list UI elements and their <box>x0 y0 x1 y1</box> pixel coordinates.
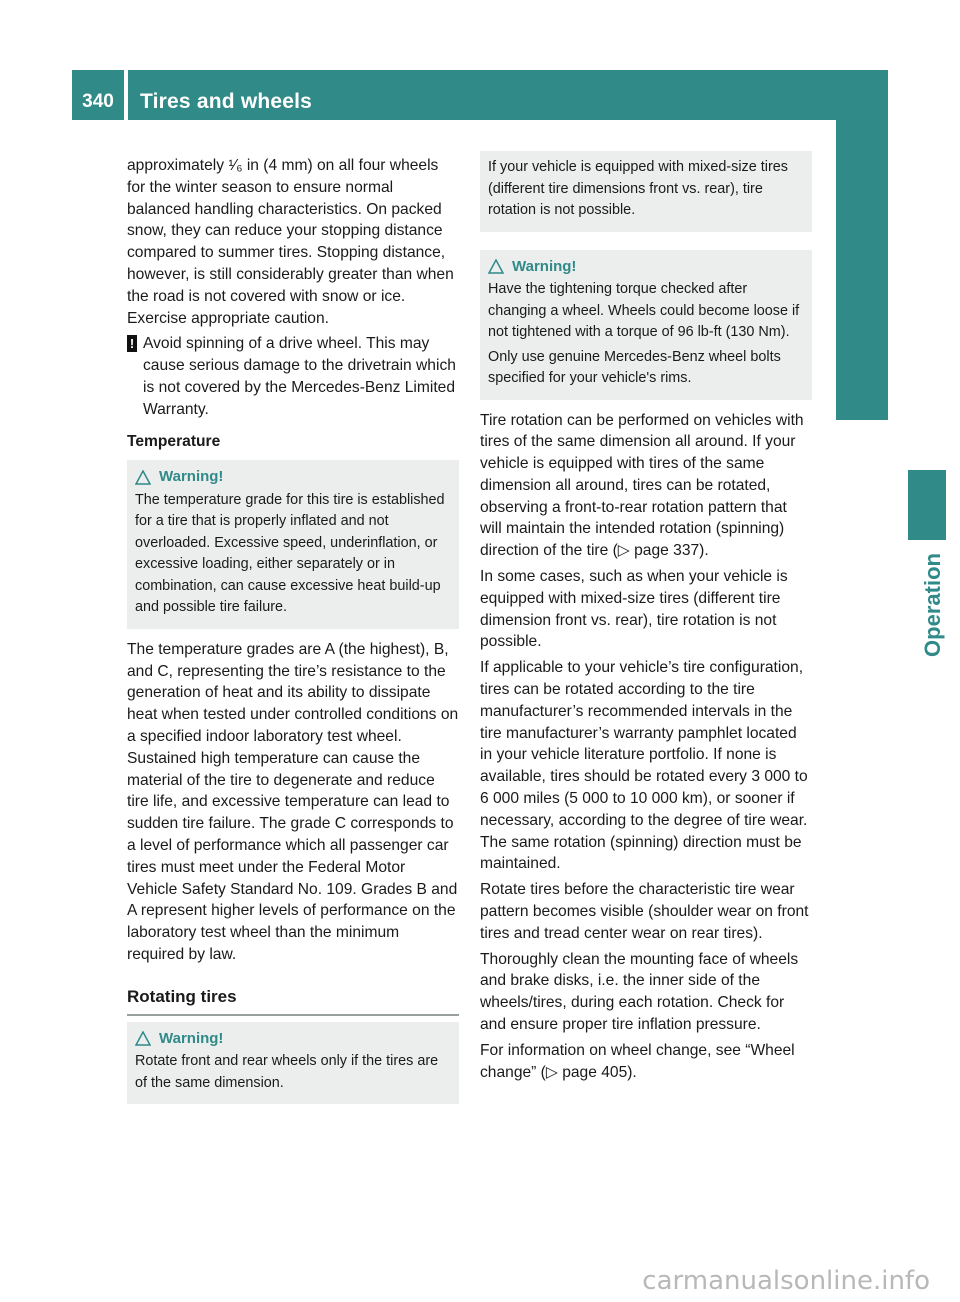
rotation-paragraph-6: For information on wheel change, see “Wheel change” (▷ page 405). <box>480 1041 795 1081</box>
header-separator <box>124 70 128 120</box>
temperature-heading: Temperature <box>127 432 221 450</box>
info-box-mixed-size <box>480 151 812 232</box>
rotation-paragraph-3: If applicable to your vehicle’s tire configuration, tires can be rotated according to the tire manufacturer’s recommended intervals in the tire manufacturer’s warranty pamphlet located in your vehicle literature portfolio. If none is available, tires should be rotated every 3 000 to 6 000 miles (5 000 to 10 000 km), or sooner if necessary, according to the degree of tire wear. The same rotation (spinning) direction must be maintained. <box>480 659 808 873</box>
info-text: If your vehicle is equipped with mixed-size tires (different tire dimensions front vs. rear), tire rotation is not possible. <box>488 159 788 218</box>
rotation-paragraph-5: Thoroughly clean the mounting face of wheels and brake disks, i.e. the inner side of the wheels/tires, during each rotation. Check for and ensure proper tire inflation pressure. <box>480 950 799 1034</box>
page-number: 340 <box>82 91 114 112</box>
side-tab-label <box>918 540 948 670</box>
warning-box-rotation <box>127 1022 459 1105</box>
warning-triangle-icon <box>488 259 504 274</box>
warning-title: Warning! <box>512 257 577 275</box>
warning-text: The temperature grade for this tire is established for a tire that is properly inflated and not overloaded. Excessive speed, underinflation, or excessive loading, either separately or in combination, can cause excessive heat build-up and possible tire failure. <box>135 491 445 616</box>
warning-triangle-icon <box>135 1031 151 1046</box>
section-title: Tires and wheels <box>140 90 313 113</box>
left-column <box>127 155 459 1114</box>
warning-triangle-icon <box>135 470 151 485</box>
warning-text: Rotate front and rear wheels only if the tires are of the same dimension. <box>135 1053 439 1091</box>
side-tab <box>836 120 945 657</box>
right-column <box>480 155 812 1087</box>
side-tab-block <box>908 470 946 540</box>
note-text: Avoid spinning of a drive wheel. This may cause serious damage to the drivetrain which is not covered by the Mercedes-Benz Limited Warranty. <box>143 335 456 418</box>
warning-text: Have the tightening torque checked after changing a wheel. Wheels could become loose if not tightened with a torque of 96 lb-ft (130 Nm). <box>488 281 800 340</box>
intro-paragraph: approximately ¹⁄₆ in (4 mm) on all four wheels for the winter season to ensure normal balanced handling characteristics. On packed snow, they can reduce your stopping distance compared to summer tires. Stopping distance, however, is still considerably greater than when the road is not covered with snow or ice. Exercise appropriate caution. <box>127 157 454 327</box>
warning-text: Only use genuine Mercedes-Benz wheel bolts specified for your vehicle's rims. <box>488 348 781 386</box>
exclamation-icon: ! <box>127 335 137 352</box>
rotation-paragraph-4: Rotate tires before the characteristic tire wear pattern becomes visible (shoulder wear on front tires and tread center wear on rear tires). <box>480 881 809 942</box>
watermark: carmanualsonline.info <box>642 1266 930 1296</box>
temperature-paragraph: The temperature grades are A (the highest), B, and C, representing the tire’s resistance to the generation of heat and its ability to dissipate heat when tested under controlled conditions on a specified indoor laboratory test wheel. Sustained high temperature can cause the material of the tire to degenerate and reduce tire life, and excessive temperature can lead to sudden tire failure. The grade C corresponds to a level of performance which all passenger car tires must meet under the Federal Motor Vehicle Safety Standard No. 109. Grades B and A represent higher levels of performance on the laboratory test wheel than the minimum required by law. <box>127 640 459 964</box>
note-item <box>127 333 459 424</box>
side-tab-label-text: Operation <box>920 553 945 657</box>
rotating-tires-heading: Rotating tires <box>127 986 459 1016</box>
rotation-paragraph-2: In some cases, such as when your vehicle is equipped with mixed-size tires (different tire dimension front vs. rear), tire rotation is not possible. <box>480 568 788 651</box>
warning-title: Warning! <box>159 468 224 486</box>
warning-title: Warning! <box>159 1029 224 1047</box>
warning-box-temperature <box>127 460 459 629</box>
warning-box-torque <box>480 250 812 400</box>
rotation-paragraph-1: Tire rotation can be performed on vehicles with tires of the same dimension all around. If your vehicle is equipped with tires of the same dimension all around, tires can be rotated, observing a front-to-rear rotation pattern that will maintain the intended rotation (spinning) direction of the tire (▷ page 337). <box>480 411 804 560</box>
